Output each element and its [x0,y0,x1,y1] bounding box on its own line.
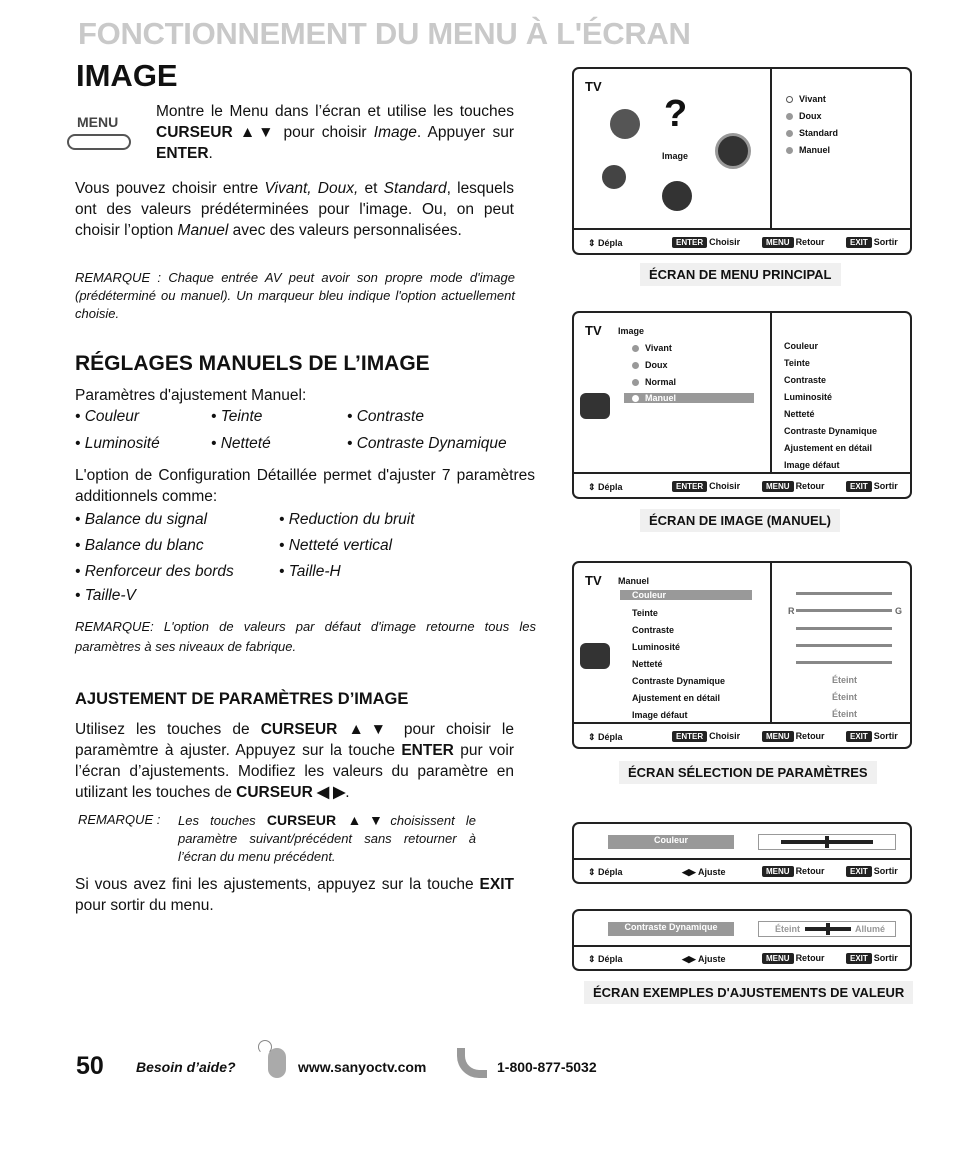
nav-back: MENU Retour [762,481,825,492]
menu-title: Image [618,326,645,336]
slider [796,627,892,630]
right-item: Netteté [784,409,815,419]
nav-choose: ENTER Choisir [672,237,740,248]
adjust-label: Contraste Dynamique [608,922,734,936]
option-manuel-selected: Manuel [624,393,754,403]
right-item: Couleur [784,341,819,351]
slider [796,609,892,612]
r-label: R [788,606,795,616]
phone-icon [455,1046,491,1082]
config-item: • Renforceur des bords [75,563,234,580]
page-number: 50 [76,1052,104,1080]
adjust-label: Couleur [608,835,734,849]
params-screen [572,561,912,749]
config-item: • Taille-V [75,587,136,604]
adjust-paragraph-1: Utilisez les touches de CURSEUR ▲▼ pour choisir le paramèmtre à ajuster. Appuyez sur la touche ENTER pur voir l’écran d’ajustements. Modifiez les valeurs du paramètre en utilizant les touches de CURSEUR ◀ ▶. [75,721,514,801]
nav-back: MENU Retour [762,953,825,964]
tv-label: TV [585,573,602,588]
main-menu-screen [572,67,912,255]
nav-adjust: ◀▶ Ajuste [682,954,726,964]
website[interactable]: www.sanyoctv.com [298,1059,427,1075]
speaker-icon [662,181,692,211]
mouse-icon [256,1040,290,1082]
nav-choose: ENTER Choisir [672,481,740,492]
nav-back: MENU Retour [762,237,825,248]
nav-move: ⇕ Dépla [588,954,623,964]
wrench-icon [610,109,640,139]
nav-exit: EXIT Sortir [846,953,898,964]
image-manual-screen [572,311,912,499]
option-vivant: Vivant [786,94,826,104]
tv-icon-selected [715,133,751,169]
option-vivant: Vivant [632,343,672,353]
right-item: Contraste [784,375,827,385]
param-item: Ajustement en détail [632,693,721,703]
state-value: Éteint [832,675,858,685]
param-item: Contraste [632,625,675,635]
param-contraste-dynamique: • Contraste Dynamique [347,435,507,452]
param-selected: Couleur [620,590,752,600]
param-item: Image défaut [632,710,688,720]
adjust-couleur-screen [572,822,912,884]
option-doux: Doux [786,111,822,121]
slider [796,661,892,664]
config-text: L'option de Configuration Détaillée permet d'ajuster 7 paramètres additionnels comme: [75,467,535,505]
tv-icon [580,393,610,419]
manual-note: REMARQUE: L'option de valeurs par défaut d'image retourne tous les paramètres à ses niveaux de fabrique. [75,619,536,654]
adjust-title: AJUSTEMENT DE PARAMÈTRES D’IMAGE [75,690,409,708]
section-title: FONCTIONNEMENT DU MENU À L'ÉCRAN [78,16,691,51]
params-label: Paramètres d'ajustement Manuel: [75,387,307,404]
state-value: Éteint [832,709,858,719]
adjust-slider-track [758,834,896,850]
page-title: IMAGE [76,58,178,93]
right-item: Ajustement en détail [784,443,873,453]
right-item: Luminosité [784,392,833,402]
nav-back: MENU Retour [762,731,825,742]
right-item: Image défaut [784,460,840,470]
toggle-on: Allumé [855,924,886,934]
config-item: • Netteté vertical [279,537,393,554]
menu-key-label: MENU [77,114,119,130]
manual-title: RÉGLAGES MANUELS DE L’IMAGE [75,352,430,375]
adjust-contraste-screen [572,909,912,971]
adjust-paragraph-2: Si vous avez fini les ajustements, appuyez sur la touche EXIT pour sortir du menu. [75,876,514,914]
param-item: Teinte [632,608,658,618]
caption-image-manual: ÉCRAN DE IMAGE (MANUEL) [640,509,840,532]
right-item: Teinte [784,358,810,368]
param-nettete: • Netteté [211,435,271,452]
satellite-icon [602,165,626,189]
image-icon-label: Image [662,151,689,161]
param-item: Luminosité [632,642,681,652]
nav-move: ⇕ Dépla [588,482,623,492]
intro-paragraph-1: Montre le Menu dans l’écran et utilise les touches CURSEUR ▲▼ pour choisir Image. Appuyer sur ENTER. [156,103,515,162]
param-couleur: • Couleur [75,408,140,425]
caption-main-menu: ÉCRAN DE MENU PRINCIPAL [640,263,841,286]
config-item: • Reduction du bruit [279,511,415,528]
nav-move: ⇕ Dépla [588,867,623,877]
nav-exit: EXIT Sortir [846,237,898,248]
question-icon: ? [664,93,688,135]
intro-note: REMARQUE : Chaque entrée AV peut avoir son propre mode d'image (prédéterminé ou manuel). Un marqueur bleu indique l'option actuellement choisie. [75,270,515,321]
nav-choose: ENTER Choisir [672,731,740,742]
slider [796,592,892,595]
param-luminosite: • Luminosité [75,435,160,452]
param-teinte: • Teinte [211,408,263,425]
config-item: • Taille-H [279,563,341,580]
caption-params: ÉCRAN SÉLECTION DE PARAMÈTRES [619,761,877,784]
slider [796,644,892,647]
menu-title: Manuel [618,576,650,586]
nav-adjust: ◀▶ Ajuste [682,867,726,877]
adjust-toggle [758,921,896,937]
nav-exit: EXIT Sortir [846,866,898,877]
param-item: Contraste Dynamique [632,676,726,686]
option-normal: Normal [632,377,676,387]
tv-icon [580,643,610,669]
toggle-off: Éteint [775,924,801,934]
tv-label: TV [585,323,602,338]
phone-number: 1-800-877-5032 [497,1059,597,1075]
option-manuel: Manuel [786,145,830,155]
option-standard: Standard [786,128,838,138]
param-item: Netteté [632,659,663,669]
help-text: Besoin d’aide? [136,1059,236,1075]
config-item: • Balance du blanc [75,537,204,554]
caption-adjust: ÉCRAN EXEMPLES D'AJUSTEMENTS DE VALEUR [584,981,913,1004]
menu-key-icon [67,112,133,154]
g-label: G [895,606,903,616]
param-contraste: • Contraste [347,408,424,425]
nav-move: ⇕ Dépla [588,732,623,742]
right-item: Contraste Dynamique [784,426,878,436]
intro-paragraph-2: Vous pouvez choisir entre Vivant, Doux, et Standard, lesquels ont des valeurs prédéterminées pour l'image. Ou, on peut choisir l’option Manuel avec des valeurs personnalisées. [75,180,514,239]
nav-move: ⇕ Dépla [588,238,623,248]
nav-exit: EXIT Sortir [846,481,898,492]
nav-back: MENU Retour [762,866,825,877]
tv-label: TV [585,79,602,94]
nav-exit: EXIT Sortir [846,731,898,742]
config-item: • Balance du signal [75,511,208,528]
state-value: Éteint [832,692,858,702]
option-doux: Doux [632,360,668,370]
